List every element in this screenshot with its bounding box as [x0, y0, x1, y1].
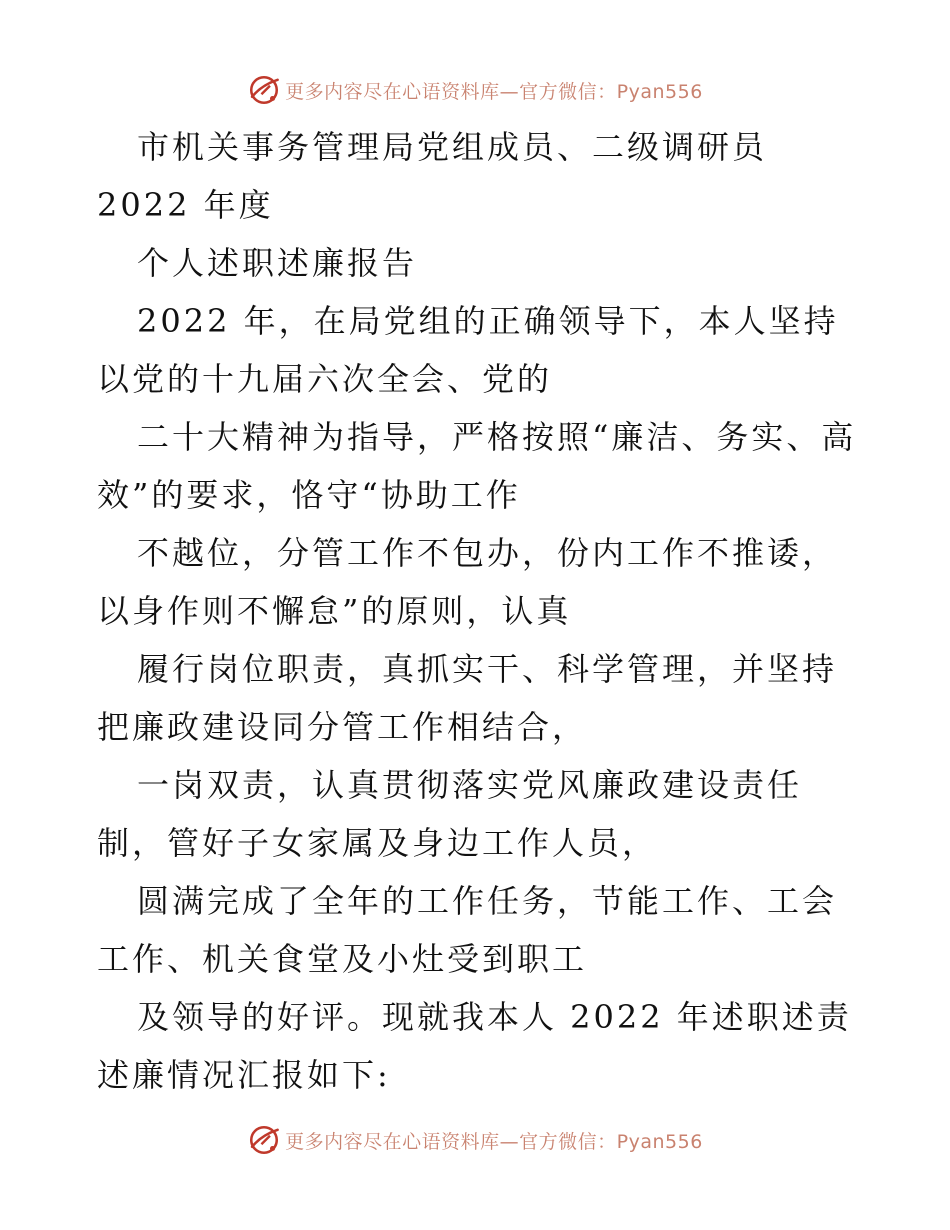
body-paragraph: 圆满完成了全年的工作任务，节能工作、工会工作、机关食堂及小灶受到职工 [97, 882, 838, 978]
body-paragraph: 不越位，分管工作不包办，份内工作不推诿，以身作则不懈怠”的原则，认真 [97, 534, 838, 630]
document-title-line1: 市机关事务管理局党组成员、二级调研员 2022 年度 [97, 128, 768, 224]
watermark-text: 更多内容尽在心语资料库—官方微信：Pyan556 [285, 80, 703, 103]
body-paragraph: 一岗双责，认真贯彻落实党风廉政建设责任制，管好子女家属及身边工作人员， [97, 766, 803, 862]
body-paragraph: 二十大精神为指导，严格按照“廉洁、务实、高效”的要求，恪守“协助工作 [97, 418, 857, 514]
body-paragraph: 2022 年，在局党组的正确领导下，本人坚持以党的十九届六次全会、党的 [97, 302, 839, 398]
header-watermark [0, 70, 950, 110]
pen-logo-icon [247, 1123, 281, 1157]
body-paragraph: 履行岗位职责，真抓实干、科学管理，并坚持把廉政建设同分管工作相结合， [97, 650, 838, 746]
document-title-line2: 个人述职述廉报告 [137, 244, 418, 282]
document-body [97, 118, 867, 1104]
pen-logo-icon [247, 73, 281, 107]
footer-watermark [0, 1120, 950, 1160]
body-paragraph: 及领导的好评。现就我本人 2022 年述职述责述廉情况汇报如下: [97, 998, 852, 1094]
watermark-text: 更多内容尽在心语资料库—官方微信：Pyan556 [285, 1130, 703, 1153]
